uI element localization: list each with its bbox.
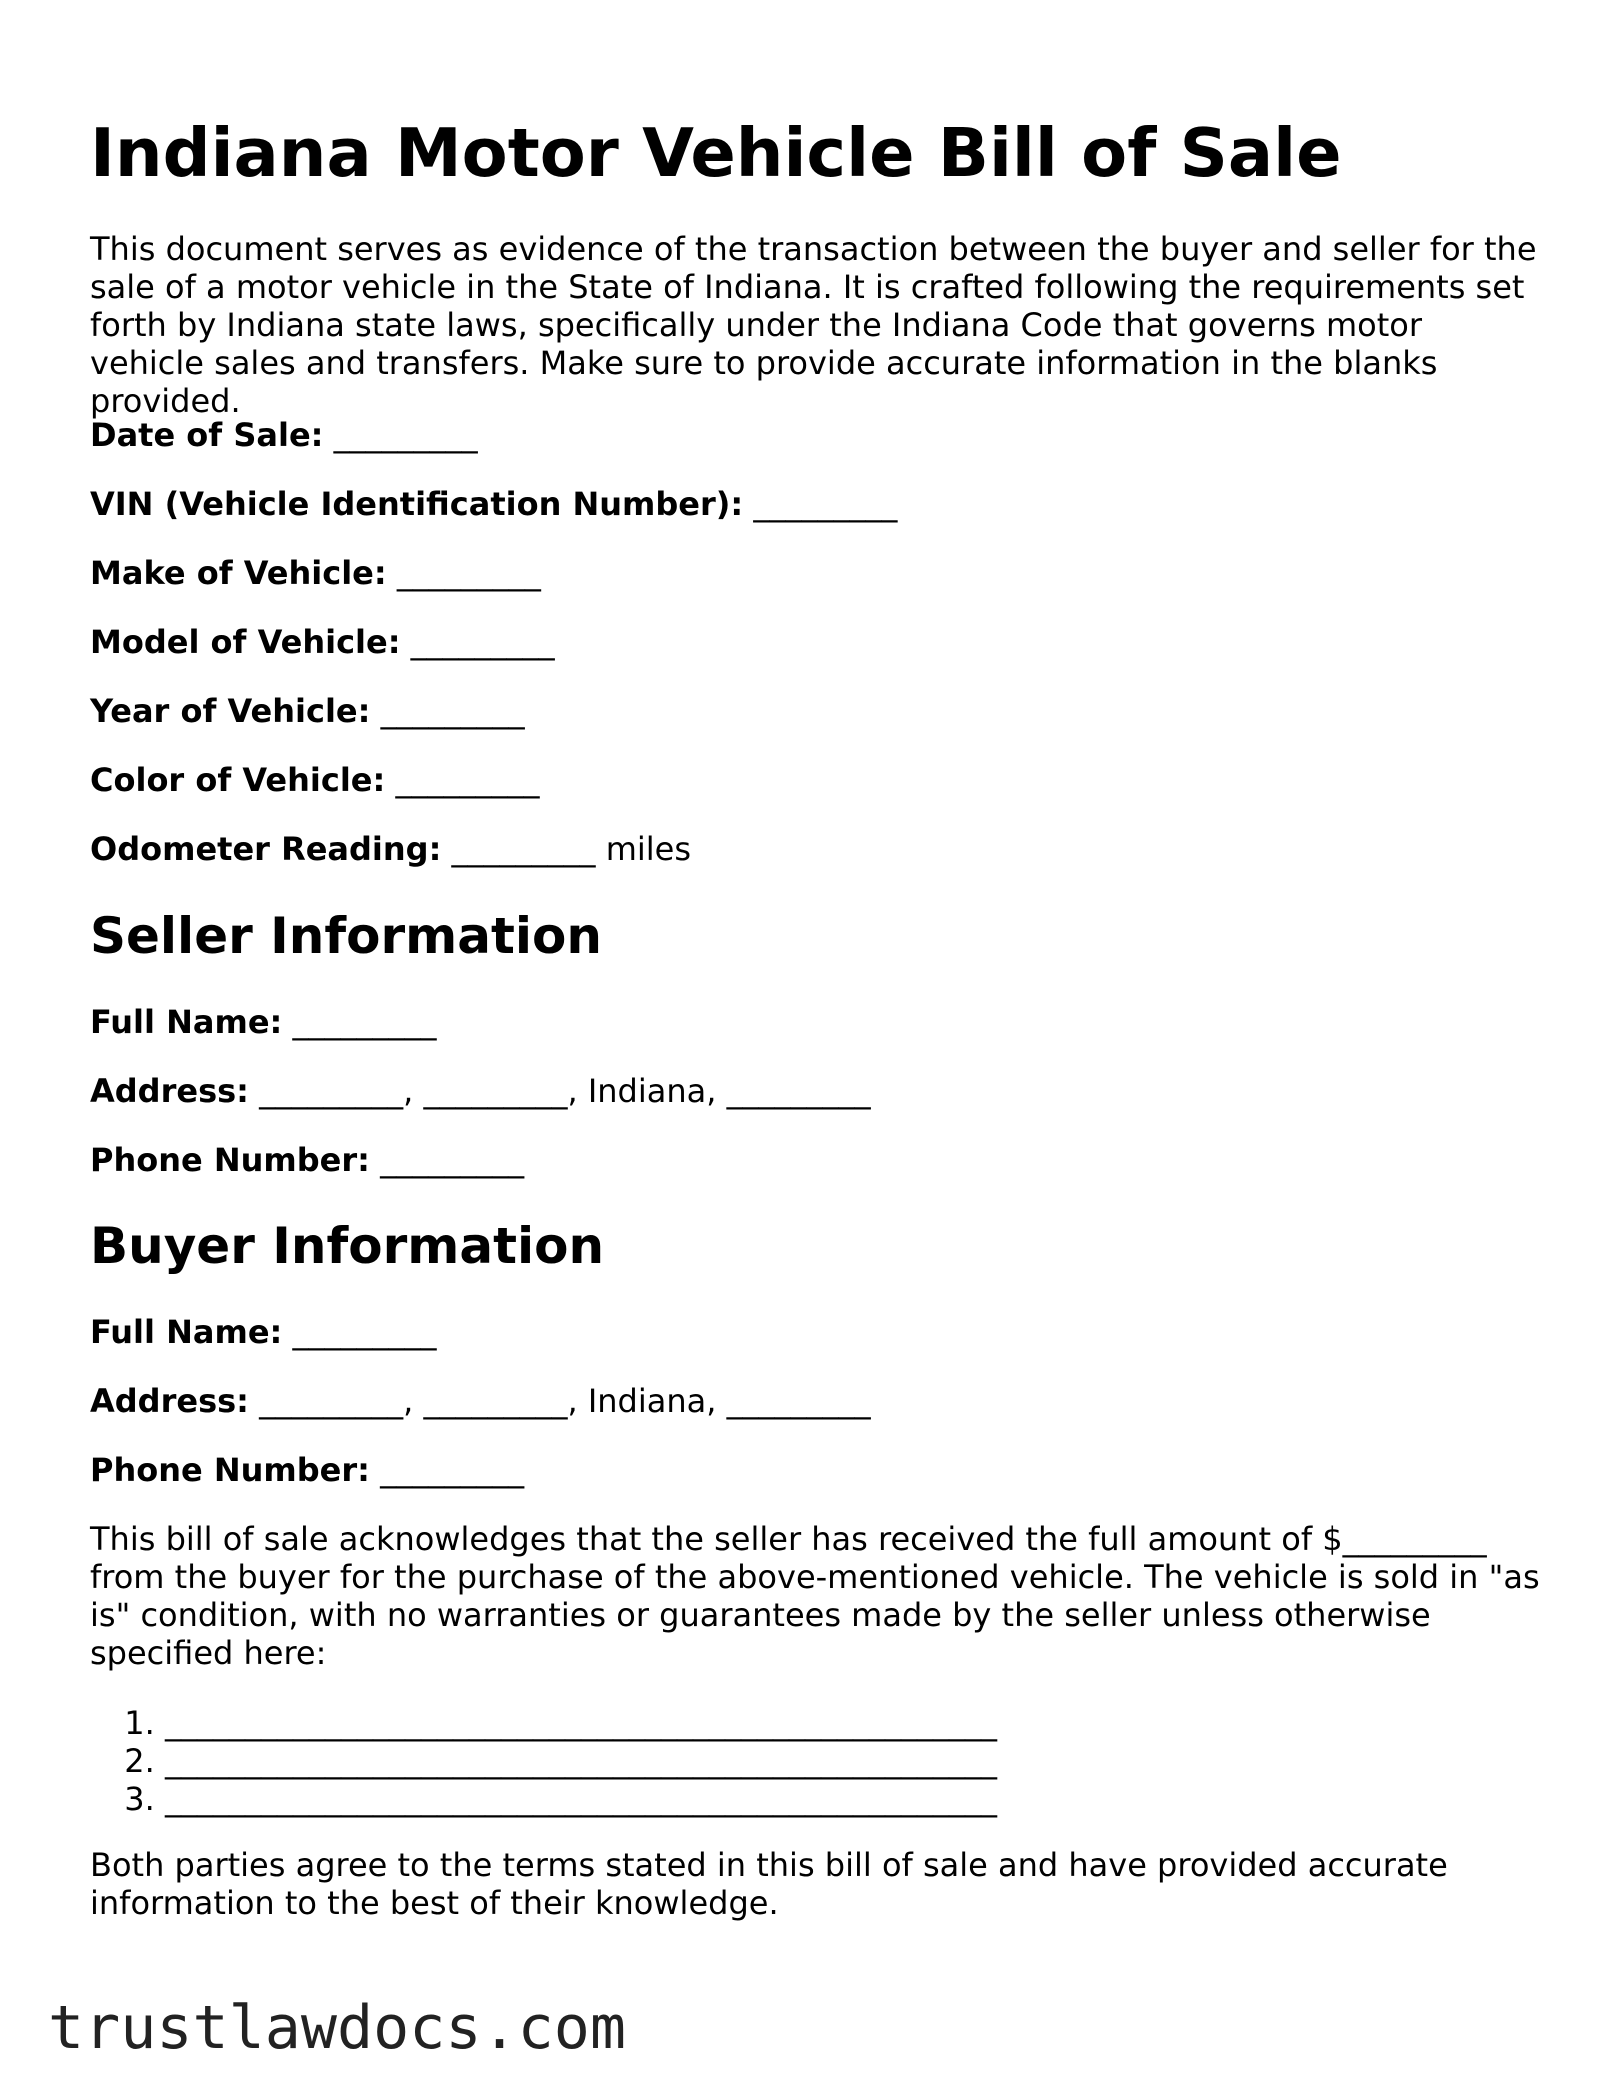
buyer-phone-label: Phone Number: <box>90 1451 370 1489</box>
date-of-sale-blank[interactable]: _________ <box>333 416 478 454</box>
document-title: Indiana Motor Vehicle Bill of Sale <box>90 114 1342 192</box>
specified-term-item[interactable]: 2. ____________________________________________________ <box>165 1742 997 1780</box>
year-blank[interactable]: _________ <box>380 692 525 730</box>
year-field <box>90 691 525 731</box>
intro-paragraph: This document serves as evidence of the transaction between the buyer and seller for the sale of a motor vehicle in the State of Indiana. It is crafted following the requirements set forth by Indiana state laws, specifically under the Indiana Code that governs motor vehicle sales and transfers. Make sure to provide accurate information in the blanks provided. <box>90 230 1537 420</box>
watermark: trustlawdocs.com <box>48 1993 626 2063</box>
seller-address-field <box>90 1071 871 1111</box>
vin-blank[interactable]: _________ <box>753 485 898 523</box>
seller-address-label: Address: <box>90 1072 249 1110</box>
color-blank[interactable]: _________ <box>395 761 540 799</box>
specified-term-item[interactable]: 1. ____________________________________________________ <box>165 1704 997 1742</box>
make-label: Make of Vehicle: <box>90 554 387 592</box>
make-field <box>90 553 541 593</box>
model-field <box>90 622 555 662</box>
buyer-phone-field <box>90 1450 524 1490</box>
odometer-blank[interactable]: _________ miles <box>451 830 692 868</box>
buyer-address-blank[interactable]: _________, _________, Indiana, _________ <box>259 1382 871 1420</box>
model-blank[interactable]: _________ <box>410 623 555 661</box>
model-label: Model of Vehicle: <box>90 623 401 661</box>
color-field <box>90 760 539 800</box>
seller-phone-field <box>90 1140 524 1180</box>
seller-phone-blank[interactable]: _________ <box>380 1141 525 1179</box>
odometer-label: Odometer Reading: <box>90 830 442 868</box>
seller-name-blank[interactable]: _________ <box>292 1003 437 1041</box>
specified-term-item[interactable]: 3. ____________________________________________________ <box>165 1780 997 1818</box>
buyer-name-field <box>90 1312 437 1352</box>
buyer-heading: Buyer Information <box>90 1217 605 1275</box>
vin-field <box>90 484 897 524</box>
specified-terms-list <box>90 1704 997 1818</box>
seller-address-blank[interactable]: _________, _________, Indiana, _________ <box>259 1072 871 1110</box>
seller-name-label: Full Name: <box>90 1003 283 1041</box>
odometer-field <box>90 829 691 869</box>
seller-heading: Seller Information <box>90 907 602 965</box>
make-blank[interactable]: _________ <box>396 554 541 592</box>
vin-label: VIN (Vehicle Identification Number): <box>90 485 744 523</box>
year-label: Year of Vehicle: <box>90 692 371 730</box>
date-of-sale-label: Date of Sale: <box>90 416 324 454</box>
color-label: Color of Vehicle: <box>90 761 386 799</box>
seller-name-field <box>90 1002 437 1042</box>
buyer-name-blank[interactable]: _________ <box>292 1313 437 1351</box>
buyer-phone-blank[interactable]: _________ <box>380 1451 525 1489</box>
closing-paragraph: Both parties agree to the terms stated in this bill of sale and have provided accurate information to the best of their knowledge. <box>90 1846 1448 1922</box>
seller-phone-label: Phone Number: <box>90 1141 370 1179</box>
buyer-address-label: Address: <box>90 1382 249 1420</box>
buyer-name-label: Full Name: <box>90 1313 283 1351</box>
acknowledgment-paragraph: This bill of sale acknowledges that the seller has received the full amount of $_________ from the buyer for the purchase of the above-mentioned vehicle. The vehicle is sold in "as is" condition, with no warranties or guarantees made by the seller unless otherwise specified here: <box>90 1520 1540 1672</box>
date-of-sale-field <box>90 415 478 455</box>
buyer-address-field <box>90 1381 871 1421</box>
